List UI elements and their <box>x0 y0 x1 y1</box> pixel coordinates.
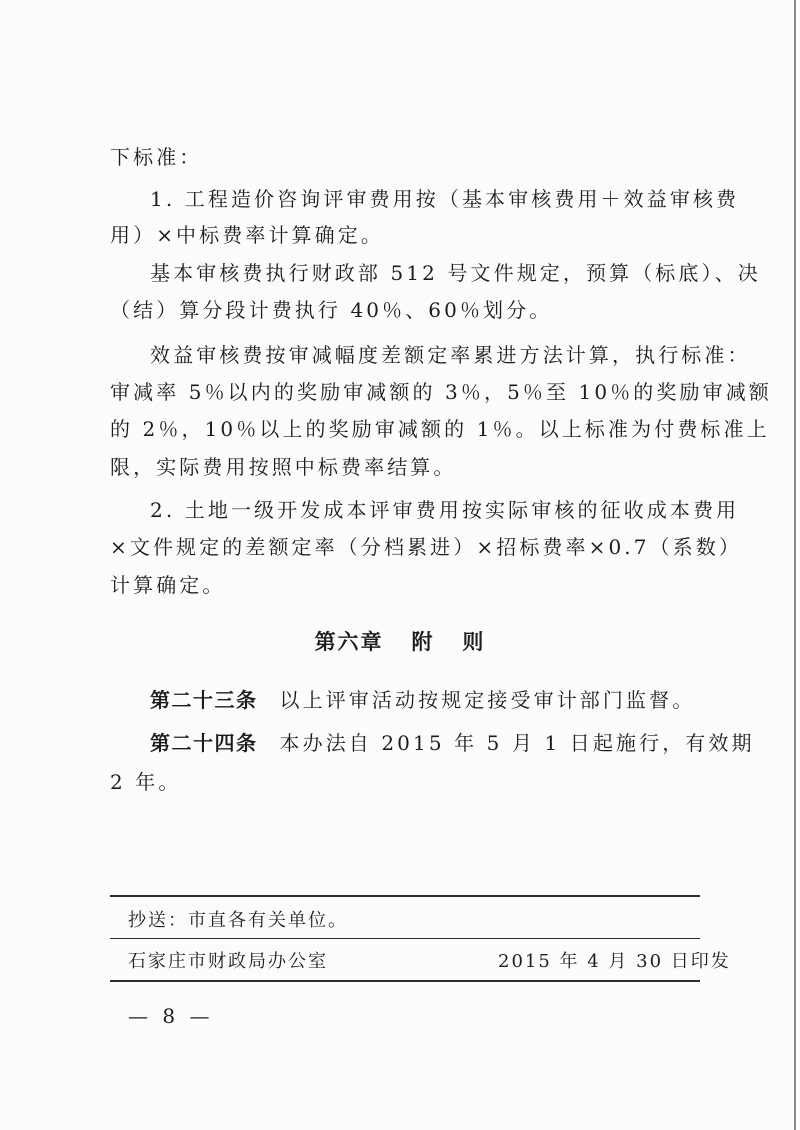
article-24 <box>150 727 755 756</box>
issuer-name: 石家庄市财政局办公室 <box>128 951 328 972</box>
body-line: 1. 工程造价咨询评审费用按（基本审核费用＋效益审核费 <box>150 187 740 211</box>
chapter-heading: 第六章 附 则 <box>314 630 486 654</box>
body-line: 效益审核费按审减幅度差额定率累进方法计算，执行标准： <box>150 343 751 367</box>
body-line: 限，实际费用按照中标费率结算。 <box>110 455 457 479</box>
article-text: 以上评审活动按规定接受审计部门监督。 <box>279 688 696 712</box>
scan-edge <box>794 0 796 1130</box>
article-23 <box>150 684 700 713</box>
body-line: ×文件规定的差额定率（分档累进）×招标费率×0.7（系数） <box>110 535 742 559</box>
body-line: 计算确定。 <box>110 573 226 597</box>
footer-divider-bottom <box>110 980 700 982</box>
article-label: 第二十三条 <box>150 688 258 712</box>
article-text: 本办法自 2015 年 5 月 1 日起施行，有效期 <box>279 731 755 755</box>
body-line: 基本审核费执行财政部 512 号文件规定，预算（标底）、决 <box>150 261 761 285</box>
cc-line: 抄送：市直各有关单位。 <box>128 910 348 931</box>
footer-divider-middle <box>110 938 700 939</box>
body-line: 2 年。 <box>110 770 182 794</box>
issue-date: 2015 年 4 月 30 日印发 <box>498 951 731 972</box>
body-line: 2. 土地一级开发成本评审费用按实际审核的征收成本费用 <box>150 498 740 522</box>
footer-divider-top <box>110 895 700 897</box>
page-number: — 8 — <box>128 1004 214 1028</box>
body-line: 审减率 5％以内的奖励审减额的 3％，5％至 10％的奖励审减额 <box>110 380 772 404</box>
body-line: （结）算分段计费执行 40％、60％划分。 <box>110 298 553 322</box>
article-label: 第二十四条 <box>150 731 258 755</box>
body-line: 的 2％，10％以上的奖励审减额的 1％。以上标准为付费标准上 <box>110 417 770 441</box>
body-line: 用）×中标费率计算确定。 <box>110 223 384 247</box>
body-line: 下标准： <box>110 145 203 169</box>
